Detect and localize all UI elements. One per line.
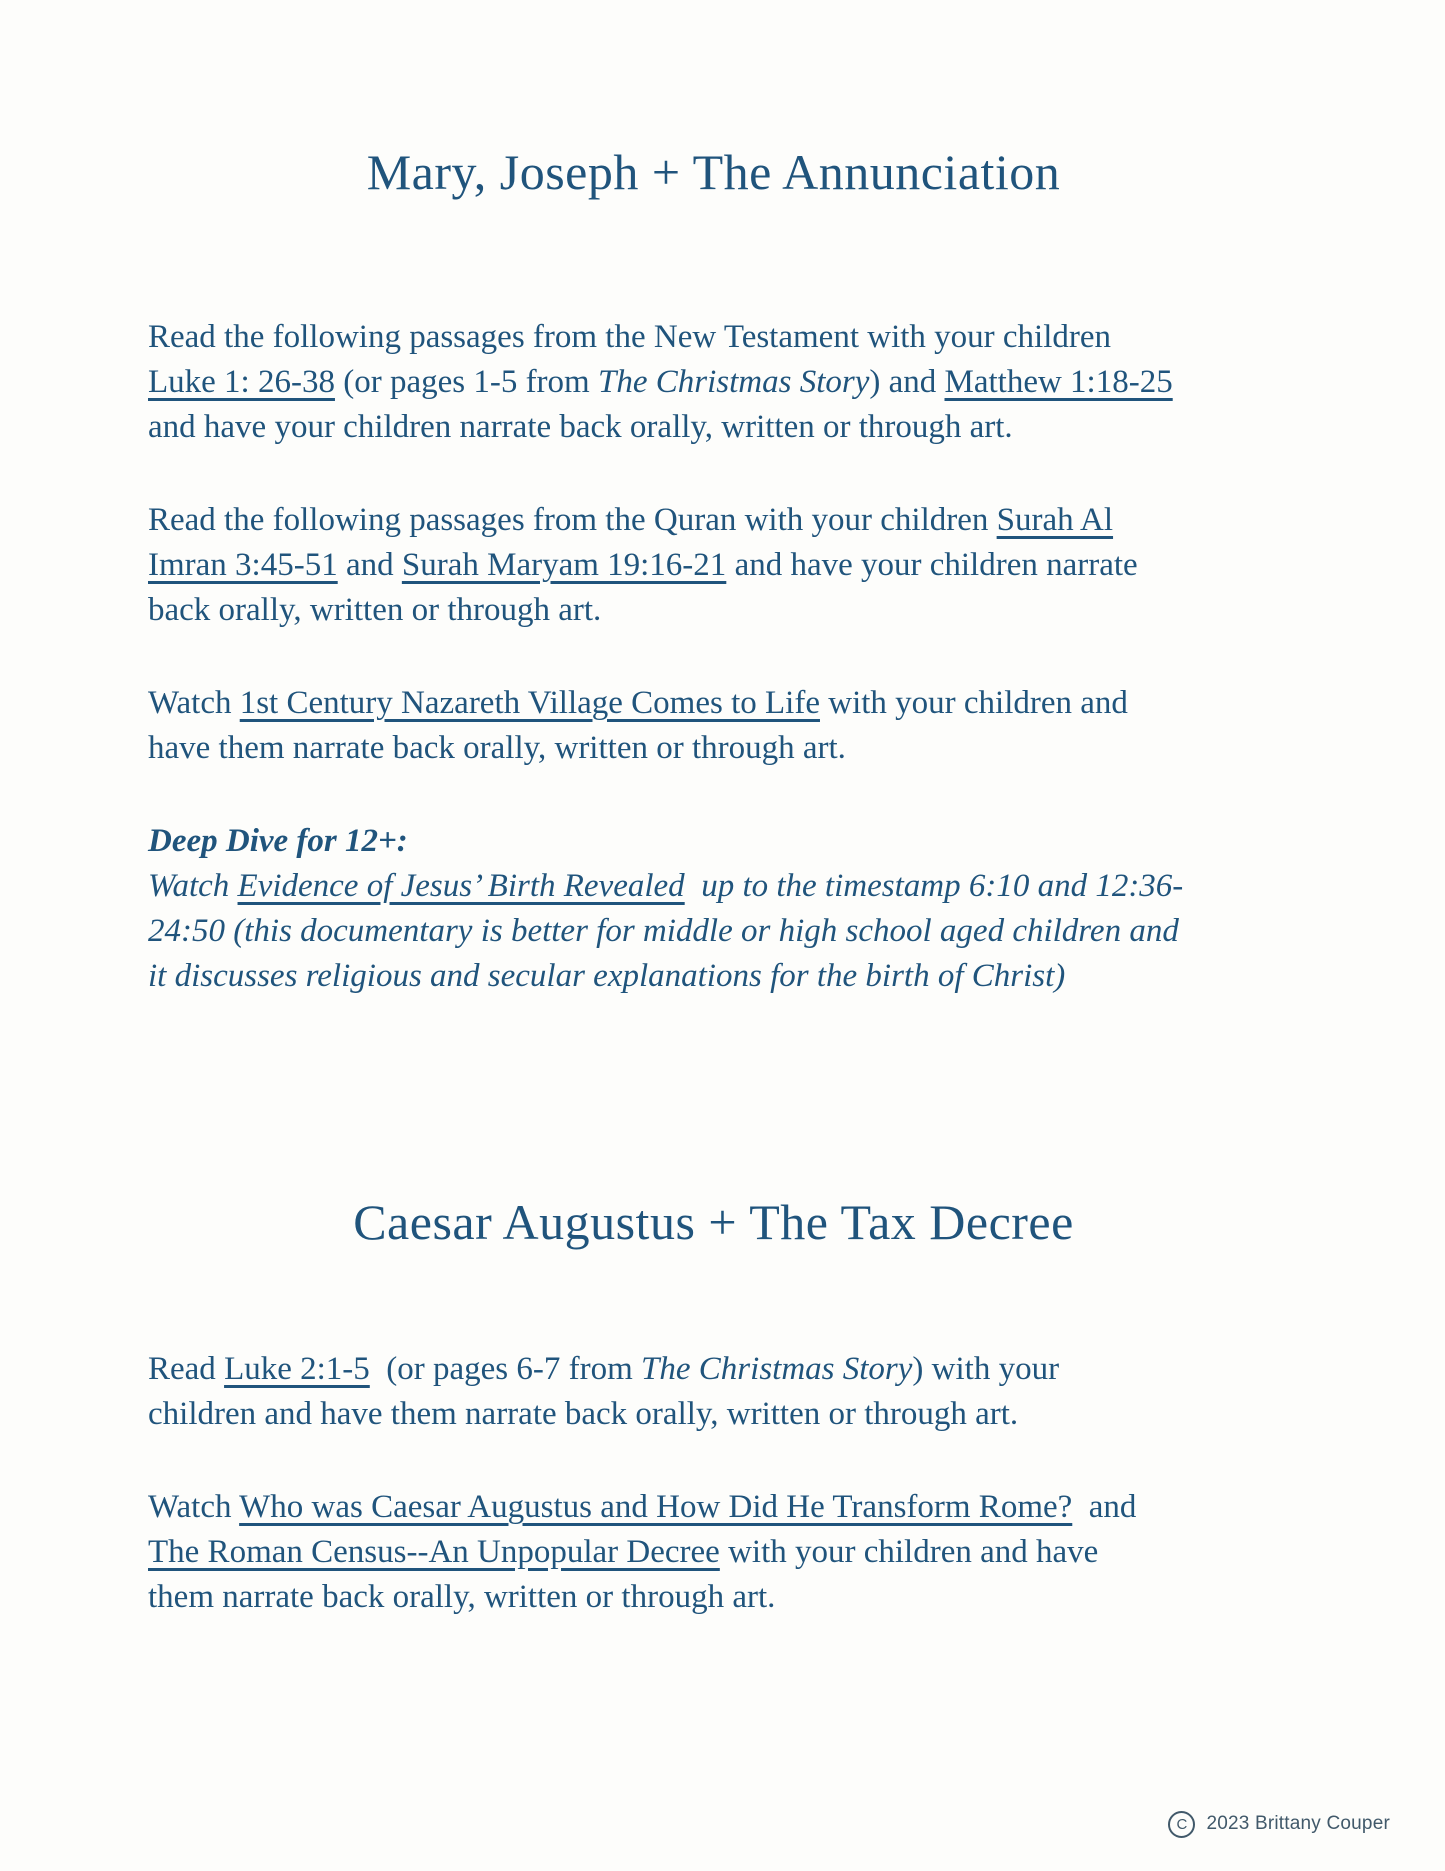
text-run: Deep Dive for 12+: xyxy=(148,823,408,859)
inline-link[interactable]: Luke 2:1-5 xyxy=(224,1351,370,1387)
text-line xyxy=(148,954,1345,999)
inline-link[interactable]: The Roman Census--An Unpopular Decree xyxy=(148,1534,720,1570)
inline-link[interactable]: Imran 3:45-51 xyxy=(148,547,338,583)
paragraph xyxy=(148,1347,1345,1437)
text-run: them narrate back orally, written or through art. xyxy=(148,1579,776,1615)
paragraph xyxy=(148,681,1345,771)
text-line xyxy=(148,726,1345,771)
text-line xyxy=(148,405,1345,450)
text-run: Read the following passages from the New Testament with your children xyxy=(148,319,1112,355)
text-line xyxy=(148,315,1345,360)
text-line xyxy=(148,1530,1345,1575)
section-title: Mary, Joseph + The Annunciation xyxy=(366,144,1061,200)
text-run: it discusses religious and secular explanations for the birth of Christ) xyxy=(148,958,1066,994)
text-run: up to the timestamp 6:10 and 12:36- xyxy=(684,868,1184,904)
inline-link[interactable]: Luke 1: 26-38 xyxy=(148,364,335,400)
text-run: ) with your xyxy=(912,1351,1060,1387)
text-run: Watch xyxy=(148,685,240,721)
inline-link[interactable]: Matthew 1:18-25 xyxy=(944,364,1173,400)
text-line xyxy=(148,1392,1345,1437)
text-line xyxy=(148,543,1345,588)
text-run: Read the following passages from the Quran with your children xyxy=(148,502,997,538)
copyright-icon: C xyxy=(1168,1811,1195,1838)
inline-link[interactable]: Surah Al xyxy=(996,502,1114,538)
text-run: (or pages 1-5 from xyxy=(334,364,598,400)
text-line xyxy=(148,909,1345,954)
section-caesar-augustus-tax-decree xyxy=(0,1192,1445,1620)
inline-link[interactable]: Who was Caesar Augustus and How Did He Transform Rome? xyxy=(239,1489,1073,1525)
text-run: ) and xyxy=(869,364,945,400)
text-run: and xyxy=(337,547,402,583)
text-run: and xyxy=(1072,1489,1137,1525)
text-run: with your children and xyxy=(819,685,1128,721)
text-run: have them narrate back orally, written or through art. xyxy=(148,730,846,766)
text-line xyxy=(148,360,1345,405)
text-run: with your children and have xyxy=(719,1534,1099,1570)
inline-link[interactable]: 1st Century Nazareth Village Comes to Life xyxy=(239,685,820,721)
copyright-text: 2023 Brittany Couper xyxy=(1206,1813,1390,1834)
paragraph xyxy=(148,819,1345,999)
text-line xyxy=(148,1347,1345,1392)
text-run: The Christmas Story xyxy=(597,364,870,400)
text-run: children and have them narrate back orally, written or through art. xyxy=(148,1396,1019,1432)
text-run: back orally, written or through art. xyxy=(148,592,602,628)
text-run: and have your children narrate xyxy=(726,547,1138,583)
section-body xyxy=(0,315,1445,999)
text-run: Read xyxy=(148,1351,225,1387)
text-run: The Christmas Story xyxy=(641,1351,913,1387)
text-line xyxy=(148,681,1345,726)
text-line xyxy=(148,864,1345,909)
paragraph xyxy=(148,1485,1345,1620)
text-run: Watch xyxy=(148,1489,240,1525)
paragraph xyxy=(148,498,1345,633)
inline-link[interactable]: Surah Maryam 19:16-21 xyxy=(401,547,727,583)
text-run: 24:50 (this documentary is better for middle or high school aged children and xyxy=(148,913,1179,949)
text-line xyxy=(148,588,1345,633)
section-body xyxy=(0,1347,1445,1620)
section-title: Caesar Augustus + The Tax Decree xyxy=(353,1194,1074,1250)
text-run: (or pages 6-7 from xyxy=(369,1351,642,1387)
text-line xyxy=(148,498,1345,543)
footer-copyright xyxy=(1168,1808,1390,1840)
paragraph xyxy=(148,315,1345,450)
text-run: Watch xyxy=(148,868,238,904)
text-run: and have your children narrate back orally, written or through art. xyxy=(148,409,1013,445)
inline-link[interactable]: Evidence of Jesus’ Birth Revealed xyxy=(237,868,685,904)
text-line xyxy=(148,1575,1345,1620)
text-line xyxy=(148,1485,1345,1530)
text-line xyxy=(148,819,1345,864)
